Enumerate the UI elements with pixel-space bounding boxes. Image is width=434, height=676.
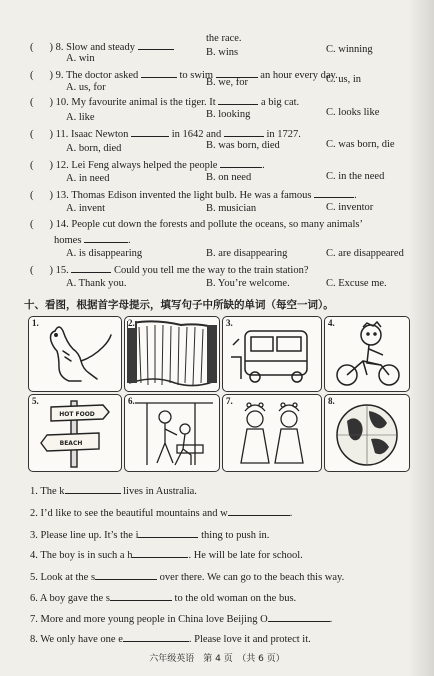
question-13 [30, 188, 357, 202]
sentence-number: 7. [30, 614, 38, 625]
sentence-text: We only have one e [40, 634, 123, 645]
fill-blank[interactable] [123, 632, 189, 642]
question-14-line2 [54, 233, 131, 247]
waterfall-icon [125, 317, 219, 391]
sentence-number: 4. [30, 550, 38, 561]
sentence-text: over there. We can go to the beach this way. [159, 572, 345, 583]
sentence-5 [30, 570, 344, 584]
question-number: 15. [55, 265, 69, 276]
fill-blank[interactable] [220, 158, 262, 168]
fill-blank[interactable] [228, 506, 290, 516]
picture-7 [222, 394, 322, 472]
answer-paren-open: ( [30, 160, 34, 171]
option-c: C. winning [326, 44, 373, 55]
option-b: B. was born, died [206, 140, 280, 151]
sentence-number: 8. [30, 634, 38, 645]
option-a: A. is disappearing [66, 248, 143, 259]
question-number: 10. [55, 97, 69, 108]
option-b: B. musician [206, 203, 257, 214]
picture-number: 5. [32, 396, 39, 406]
question-text: in 1727. [266, 129, 301, 140]
globe-icon [325, 395, 409, 471]
question-9 [30, 68, 338, 82]
option-a: A. win [66, 53, 95, 64]
option-a: A. us, for [66, 82, 106, 93]
answer-paren-close: ) [49, 160, 53, 171]
picture-3 [222, 316, 322, 392]
sentence-text: . [329, 614, 333, 625]
question-text: to swim [179, 70, 214, 81]
answer-space[interactable] [34, 41, 50, 50]
option-a: A. invent [66, 203, 106, 214]
answer-paren-open: ( [30, 129, 34, 140]
fill-blank[interactable] [138, 40, 174, 50]
option-b: B. looking [206, 109, 251, 120]
option-c: C. inventor [326, 202, 374, 213]
fill-blank[interactable] [224, 127, 264, 137]
question-11 [30, 127, 301, 141]
question-text: homes [54, 235, 82, 246]
sentence-6 [30, 591, 296, 605]
answer-paren-close: ) [49, 190, 53, 201]
boy-cycling-icon [325, 317, 409, 391]
fill-blank[interactable] [314, 188, 354, 198]
answer-paren-open: ( [30, 190, 34, 201]
sentence-text: A boy gave the s [39, 593, 110, 604]
answer-paren-close: ) [49, 42, 53, 53]
picture-1 [28, 316, 122, 392]
sentence-text: The boy is in such a h [40, 550, 133, 561]
picture-number: 6. [128, 396, 135, 406]
fill-blank[interactable] [132, 548, 188, 558]
fill-blank[interactable] [141, 68, 177, 78]
sign-text-1: HOT FOOD [59, 411, 95, 418]
option-b: B. wins [206, 47, 239, 58]
picture-number: 7. [226, 396, 233, 406]
question-text: Could you tell me the way to the train station? [114, 265, 309, 276]
picture-number: 4. [328, 318, 335, 328]
answer-space[interactable] [34, 189, 50, 198]
sign-text-2: BEACH [59, 440, 83, 447]
option-a: A. Thank you. [66, 278, 127, 289]
fill-blank[interactable] [65, 484, 121, 494]
sentence-number: 6. [30, 593, 38, 604]
option-b: B. on need [206, 172, 252, 183]
sentence-text: Please line up. It’s the i [40, 530, 139, 541]
picture-number: 2. [128, 318, 135, 328]
question-number: 13. [55, 190, 69, 201]
question-number: 14. [55, 219, 69, 230]
question-7-tail: the race. [206, 33, 242, 44]
sentence-number: 3. [30, 530, 38, 541]
sentence-1 [30, 484, 197, 498]
option-c: C. are disappeared [326, 248, 404, 259]
option-a: A. in need [66, 173, 110, 184]
fill-blank[interactable] [95, 570, 157, 580]
option-a: A. born, died [66, 143, 122, 154]
question-12 [30, 158, 265, 172]
sentence-number: 1. [30, 486, 38, 497]
fill-blank[interactable] [131, 127, 169, 137]
signpost-icon [29, 395, 121, 471]
answer-space[interactable] [34, 159, 50, 168]
question-text: . [354, 190, 357, 201]
opera-figures-icon [223, 395, 321, 471]
option-c: C. us, in [326, 74, 362, 85]
kangaroo-icon [29, 317, 121, 391]
page-edge-shadow [408, 0, 434, 676]
fill-blank[interactable] [84, 233, 128, 243]
option-c: C. was born, die [326, 139, 395, 150]
option-c: C. Excuse me. [326, 278, 387, 289]
sentence-text: More and more young people in China love Beijing O [40, 614, 268, 625]
option-a: A. like [66, 112, 95, 123]
fill-blank[interactable] [218, 95, 258, 105]
question-text: a big cat. [260, 97, 300, 108]
question-text: Thomas Edison invented the light bulb. He was a famous [71, 190, 312, 201]
answer-paren-close: ) [49, 129, 53, 140]
option-c: C. looks like [326, 107, 380, 118]
question-text: Isaac Newton [71, 129, 129, 140]
sentence-text: thing to push in. [201, 530, 270, 541]
answer-paren-open: ( [30, 97, 34, 108]
sentence-text: . [289, 508, 293, 519]
sentence-text: The k [40, 486, 65, 497]
question-text: My favourite animal is the tiger. It [71, 97, 216, 108]
fill-blank[interactable] [138, 528, 198, 538]
question-14 [30, 218, 363, 231]
sentence-8 [30, 632, 311, 646]
answer-paren-open: ( [30, 42, 34, 53]
question-text: . [262, 160, 265, 171]
question-text: . [128, 235, 131, 246]
question-text: Lei Feng always helped the people [71, 160, 218, 171]
sentence-3 [30, 528, 269, 542]
picture-6 [124, 394, 220, 472]
page-footer: 六年级英语 第 4 页 （共 6 页） [149, 654, 285, 664]
answer-space[interactable] [34, 96, 50, 105]
answer-paren-close: ) [49, 219, 53, 230]
sentence-number: 2. [30, 508, 38, 519]
picture-4 [324, 316, 410, 392]
sentence-text: Look at the s [40, 572, 96, 583]
fill-blank[interactable] [71, 263, 111, 273]
question-8 [30, 40, 174, 54]
fill-blank[interactable] [110, 591, 172, 601]
question-10 [30, 95, 299, 109]
sentence-text: . Please love it and protect it. [188, 634, 311, 645]
sentence-4 [30, 548, 303, 562]
sentence-text: I’d like to see the beautiful mountains and w [40, 508, 228, 519]
question-text: in 1642 and [171, 129, 222, 140]
picture-number: 1. [32, 318, 39, 328]
question-number: 9. [55, 70, 64, 81]
answer-paren-open: ( [30, 70, 34, 81]
answer-paren-close: ) [49, 70, 53, 81]
picture-5 [28, 394, 122, 472]
sentence-text: to the old woman on the bus. [174, 593, 297, 604]
question-number: 8. [55, 42, 64, 53]
question-text: People cut down the forests and pollute the oceans, so many animals’ [71, 219, 363, 230]
answer-space[interactable] [34, 69, 50, 78]
answer-paren-open: ( [30, 265, 34, 276]
picture-8 [324, 394, 410, 472]
answer-paren-close: ) [49, 97, 53, 108]
sentence-text: lives in Australia. [123, 486, 197, 497]
question-15 [30, 263, 309, 277]
picture-2 [124, 316, 220, 392]
picture-number: 8. [328, 396, 335, 406]
answer-paren-open: ( [30, 219, 34, 230]
option-b: B. are disappearing [206, 248, 288, 259]
question-text: an hour every day. [260, 70, 338, 81]
bus-icon [223, 317, 321, 391]
option-c: C. in the need [326, 171, 385, 182]
question-text: The doctor asked [65, 70, 139, 81]
section-10-title: 十、看图，根据首字母提示，填写句子中所缺的单词（每空一词）。 [24, 299, 334, 311]
question-text: Slow and steady [66, 42, 135, 53]
sentence-number: 5. [30, 572, 38, 583]
sentence-2 [30, 506, 292, 520]
answer-paren-close: ) [49, 265, 53, 276]
question-number: 12. [55, 160, 69, 171]
picture-number: 3. [226, 318, 233, 328]
answer-space[interactable] [34, 128, 50, 137]
option-b: B. we, for [206, 77, 248, 88]
fill-blank[interactable] [268, 612, 330, 622]
answer-space[interactable] [34, 218, 50, 227]
option-b: B. You’re welcome. [206, 278, 290, 289]
answer-space[interactable] [34, 264, 50, 273]
sentence-7 [30, 612, 332, 626]
question-number: 11. [55, 129, 69, 140]
bus-seat-icon [125, 395, 219, 471]
sentence-text: . He will be late for school. [188, 550, 303, 561]
